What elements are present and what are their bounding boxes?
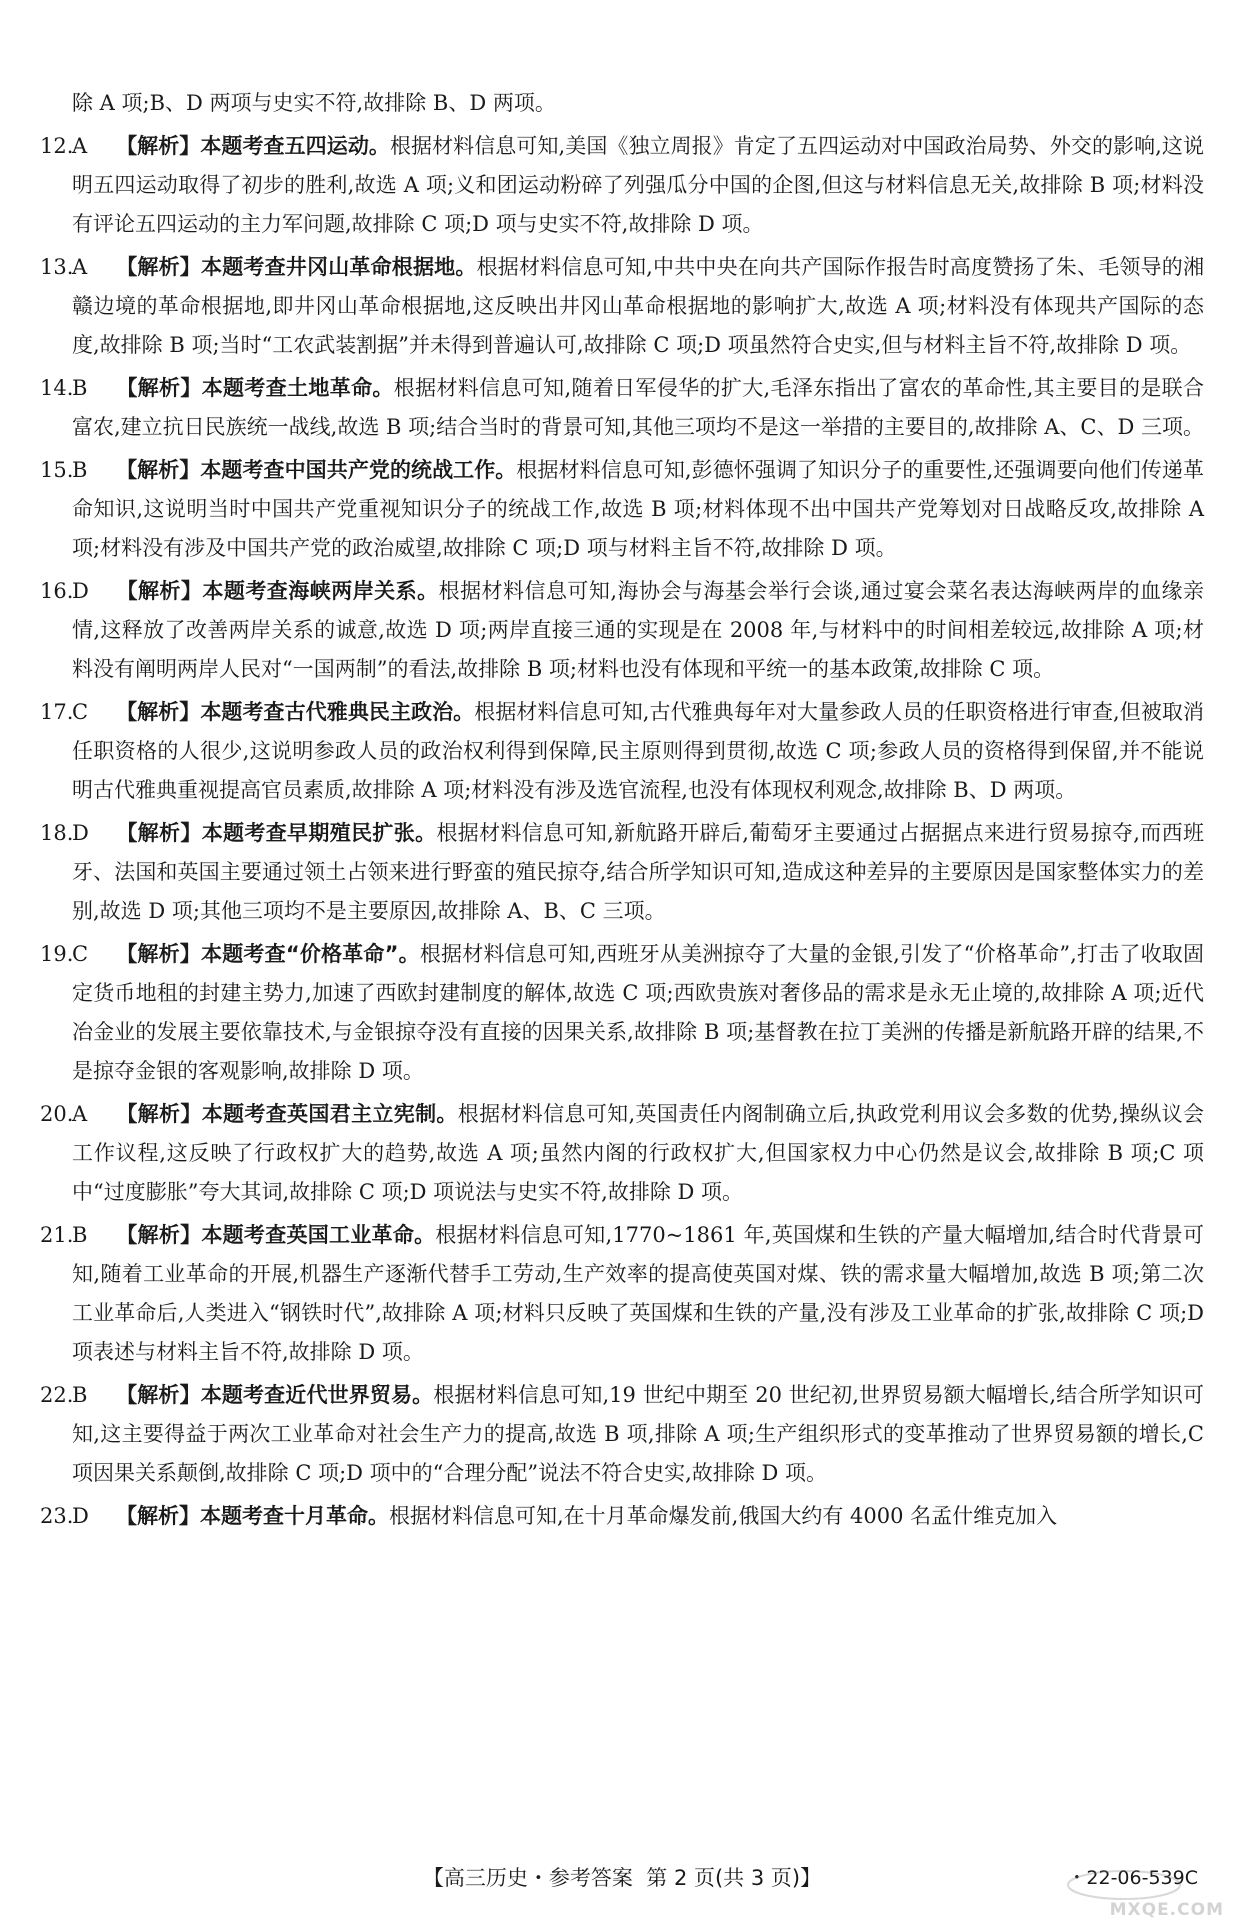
watermark-icon: [1064, 1868, 1184, 1902]
footer-page-info: 第 2 页(共 3 页)】: [646, 1866, 822, 1890]
entry-answer: A: [72, 134, 88, 158]
entry-topic: 本题考查古代雅典民主政治。: [200, 700, 475, 724]
entry-tag: 【解析】: [116, 942, 202, 966]
entry-topic: 本题考查早期殖民扩张。: [201, 821, 437, 845]
entry-answer: B: [72, 458, 88, 482]
entry-number: 20.: [40, 1102, 74, 1126]
answer-entry: [40, 127, 1204, 244]
answer-entry: [40, 369, 1204, 447]
footer-label: 【高三历史・参考答案: [422, 1866, 633, 1890]
entry-number: 14.: [40, 376, 74, 400]
entry-tag: 【解析】: [116, 255, 201, 279]
entry-number: 23.: [40, 1504, 74, 1528]
entry-tag: 【解析】: [116, 1102, 202, 1126]
entry-topic: 本题考查十月革命。: [200, 1504, 389, 1528]
entry-topic: 本题考查海峡两岸关系。: [202, 579, 439, 603]
answer-entry: [40, 1216, 1204, 1372]
entry-answer: A: [72, 255, 88, 279]
entry-answer: B: [72, 1383, 88, 1407]
footer-center: [0, 1858, 1244, 1898]
entry-text: 根据材料信息可知,美国《独立周报》肯定了五四运动对中国政治局势、外交的影响,这说明五四运动取得了初步的胜利,故选 A 项;义和团运动粉碎了列强瓜分中国的企图,但这与材料信息无关,故排除 B 项;材料没有评论五四运动的主力军问题,故排除 C 项;D 项与史实不符,故排除 D 项。: [72, 134, 1204, 236]
entry-tag: 【解析】: [116, 1223, 202, 1247]
answer-entry: [40, 1095, 1204, 1212]
entry-tag: 【解析】: [116, 376, 202, 400]
answer-entry: [40, 693, 1204, 810]
entry-number: 21.: [40, 1223, 74, 1247]
answer-entry: [40, 572, 1204, 689]
entry-number: 22.: [40, 1383, 74, 1407]
entry-tag: 【解析】: [116, 579, 203, 603]
answer-entry: [40, 248, 1204, 365]
entry-number: 18.: [40, 821, 74, 845]
answer-entry: [40, 814, 1204, 931]
entry-text: 根据材料信息可知,19 世纪中期至 20 世纪初,世界贸易额大幅增长,结合所学知识可知,这主要得益于两次工业革命对社会生产力的提高,故选 B 项,排除 A 项;生产组织形式的变革推动了世界贸易额的增长,C 项因果关系颠倒,故排除 C 项;D 项中的“合理分配”说法不符合史实,故排除 D 项。: [72, 1383, 1205, 1485]
entry-text: 根据材料信息可知,西班牙从美洲掠夺了大量的金银,引发了“价格革命”,打击了收取固定货币地租的封建主势力,加速了西欧封建制度的解体,故选 C 项;西欧贵族对奢侈品的需求是永无止境的,故排除 A 项;近代冶金业的发展主要依靠技术,与金银掠夺没有直接的因果关系,故排除 B 项;基督教在拉丁美洲的传播是新航路开辟的结果,不是掠夺金银的客观影响,故排除 D 项。: [72, 942, 1205, 1083]
entry-tag: 【解析】: [116, 134, 201, 158]
answer-entry: [40, 935, 1204, 1091]
answer-entry: [40, 451, 1204, 568]
entry-topic: 本题考查英国君主立宪制。: [201, 1102, 458, 1126]
entry-tag: 【解析】: [116, 821, 202, 845]
entry-text: 根据材料信息可知,新航路开辟后,葡萄牙主要通过占据据点来进行贸易掠夺,而西班牙、法国和英国主要通过领土占领来进行野蛮的殖民掠夺,结合所学知识可知,造成这种差异的主要原因是国家整体实力的差别,故选 D 项;其他三项均不是主要原因,故排除 A、B、C 三项。: [72, 821, 1205, 923]
entry-text: 根据材料信息可知,海协会与海基会举行会谈,通过宴会菜名表达海峡两岸的血缘亲情,这释放了改善两岸关系的诚意,故选 D 项;两岸直接三通的实现是在 2008 年,与材料中的时间相差较远,故排除 A 项;材料没有阐明两岸人民对“一国两制”的看法,故排除 B 项;材料也没有体现和平统一的基本政策,故排除 C 项。: [72, 579, 1205, 681]
entry-answer: C: [72, 700, 89, 724]
entry-tag: 【解析】: [116, 1504, 200, 1528]
entry-topic: 本题考查土地革命。: [201, 376, 394, 400]
watermark-text: MXQE.COM: [1109, 1900, 1224, 1920]
entry-tag: 【解析】: [116, 1383, 201, 1407]
entry-answer: B: [72, 376, 88, 400]
entry-topic: 本题考查中国共产党的统战工作。: [200, 458, 517, 482]
entry-topic: 本题考查五四运动。: [200, 134, 390, 158]
entry-number: 16.: [40, 579, 74, 603]
entry-text: 根据材料信息可知,彭德怀强调了知识分子的重要性,还强调要向他们传递革命知识,这说明当时中国共产党重视知识分子的统战工作,故选 B 项;材料体现不出中国共产党筹划对日战略反攻,故排除 A 项;材料没有涉及中国共产党的政治威望,故排除 C 项;D 项与材料主旨不符,故排除 D 项。: [72, 458, 1204, 560]
entry-topic: 本题考查英国工业革命。: [201, 1223, 436, 1247]
entry-answer: D: [72, 821, 89, 845]
entry-text: 根据材料信息可知,在十月革命爆发前,俄国大约有 4000 名孟什维克加入: [389, 1504, 1058, 1528]
entry-answer: D: [72, 579, 89, 603]
entry-tag: 【解析】: [116, 458, 201, 482]
entry-number: 17.: [40, 700, 74, 724]
watermark-logo: [1064, 1868, 1224, 1920]
entry-number: 12.: [40, 134, 74, 158]
entry-number: 19.: [40, 942, 74, 966]
entry-number: 15.: [40, 458, 74, 482]
entry-number: 13.: [40, 255, 74, 279]
answer-entry: [40, 1376, 1204, 1493]
entry-text: 根据材料信息可知,1770~1861 年,英国煤和生铁的产量大幅增加,结合时代背景可知,随着工业革命的开展,机器生产逐渐代替手工劳动,生产效率的提高使英国对煤、铁的需求量大幅增加,故选 B 项;第二次工业革命后,人类进入“钢铁时代”,故排除 A 项;材料只反映了英国煤和生铁的产量,没有涉及工业革命的扩张,故排除 C 项;D 项表述与材料主旨不符,故排除 D 项。: [72, 1223, 1205, 1364]
page-footer: [0, 1858, 1244, 1898]
entry-topic: 本题考查近代世界贸易。: [200, 1383, 434, 1407]
entry-text: 根据材料信息可知,英国责任内阁制确立后,执政党利用议会多数的优势,操纵议会工作议程,这反映了行政权扩大的趋势,故选 A 项;虽然内阁的行政权扩大,但国家权力中心仍然是议会,故排除 B 项;C 项中“过度膨胀”夸大其词,故排除 C 项;D 项说法与史实不符,故排除 D 项。: [72, 1102, 1205, 1204]
entry-text: 根据材料信息可知,中共中央在向共产国际作报告时高度赞扬了朱、毛领导的湘赣边境的革命根据地,即井冈山革命根据地,这反映出井冈山革命根据地的影响扩大,故选 A 项;材料没有体现共产国际的态度,故排除 B 项;当时“工农武装割据”并未得到普遍认可,故排除 C 项;D 项虽然符合史实,但与材料主旨不符,故排除 D 项。: [72, 255, 1204, 357]
entry-text: 根据材料信息可知,古代雅典每年对大量参政人员的任职资格进行审查,但被取消任职资格的人很少,这说明参政人员的政治权利得到保障,民主原则得到贯彻,故选 C 项;参政人员的资格得到保留,并不能说明古代雅典重视提高官员素质,故排除 A 项;材料没有涉及选官流程,也没有体现权利观念,故排除 B、D 两项。: [72, 700, 1205, 802]
answer-list: [40, 127, 1204, 1536]
entry-answer: A: [72, 1102, 88, 1126]
entry-answer: B: [72, 1223, 88, 1247]
entry-answer: C: [72, 942, 89, 966]
entry-topic: 本题考查“价格革命”。: [201, 942, 420, 966]
entry-tag: 【解析】: [116, 700, 201, 724]
footer-code: ・22-06-539C: [1067, 1867, 1198, 1889]
entry-answer: D: [72, 1504, 89, 1528]
continuation-text: 除 A 项;B、D 两项与史实不符,故排除 B、D 两项。: [72, 91, 556, 115]
entry-text: 根据材料信息可知,随着日军侵华的扩大,毛泽东指出了富农的革命性,其主要目的是联合富农,建立抗日民族统一战线,故选 B 项;结合当时的背景可知,其他三项均不是这一举措的主要目的,故排除 A、C、D 三项。: [72, 376, 1205, 439]
entry-topic: 本题考查井冈山革命根据地。: [201, 255, 477, 279]
answer-entry: [40, 1497, 1204, 1536]
